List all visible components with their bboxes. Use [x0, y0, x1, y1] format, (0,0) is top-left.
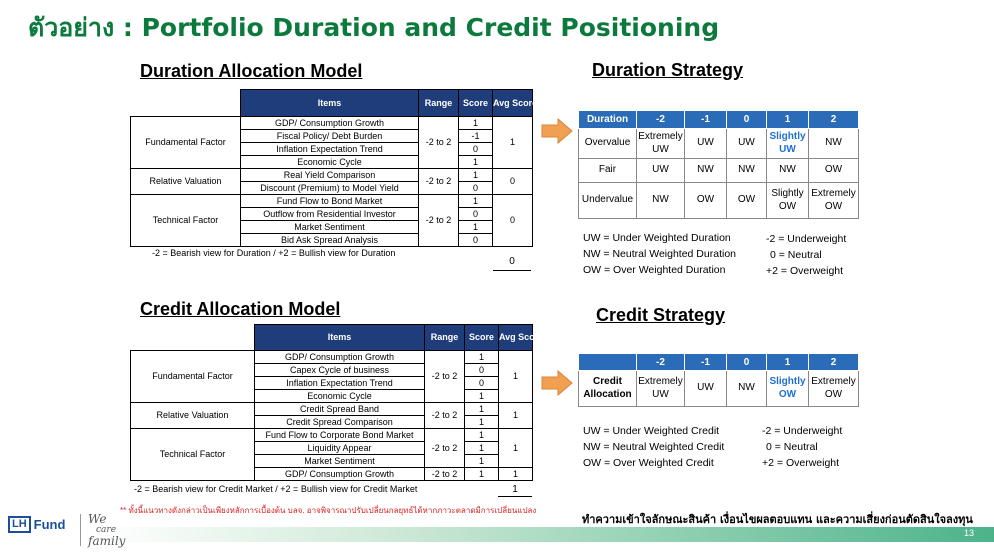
legend-line: +2 = Overweight	[766, 265, 844, 277]
legend-line: -2 = Underweight	[766, 233, 847, 245]
strategy-header: 1	[767, 354, 809, 371]
strategy-cell: UW	[685, 371, 727, 407]
legend-line: UW = Under Weighted Duration	[583, 232, 731, 244]
item-cell: Market Sentiment	[241, 221, 419, 234]
credit-legend-right	[762, 423, 842, 471]
item-cell: Outflow from Residential Investor	[241, 208, 419, 221]
credit-model-title: Credit Allocation Model	[140, 299, 341, 319]
strategy-cell: OW	[685, 183, 727, 219]
avg-cell: 1	[499, 429, 533, 468]
legend-line: NW = Neutral Weighted Credit	[583, 441, 725, 453]
strategy-cell: NW	[727, 159, 767, 183]
row-label: Fair	[579, 159, 637, 183]
item-cell: Credit Spread Comparison	[255, 416, 425, 429]
legend-line: 0 = Neutral	[770, 249, 822, 261]
arrow-right-icon	[541, 118, 573, 144]
score-cell: 0	[459, 182, 493, 195]
credit-strategy-table	[578, 353, 859, 407]
score-cell: 1	[465, 390, 499, 403]
score-cell: 1	[465, 468, 499, 481]
score-cell: 1	[465, 403, 499, 416]
strategy-cell: OW	[809, 159, 859, 183]
strategy-cell: OW	[727, 183, 767, 219]
score-cell: 1	[465, 351, 499, 364]
range-cell: -2 to 2	[419, 117, 459, 169]
avg-cell: 1	[493, 117, 533, 169]
legend-line: 0 = Neutral	[766, 441, 818, 453]
item-cell: Real Yield Comparison	[241, 169, 419, 182]
strategy-cell: Extremely OW	[809, 371, 859, 407]
credit-footnote: -2 = Bearish view for Credit Market / +2 = Bullish view for Credit Market	[134, 484, 418, 494]
strategy-header: 2	[809, 111, 859, 129]
tagline: ทำความเข้าใจลักษณะสินค้า เงื่อนไขผลตอบแทน และความเสี่ยงก่อนตัดสินใจลงทุน	[582, 513, 973, 526]
item-cell: Economic Cycle	[241, 156, 419, 169]
range-cell: -2 to 2	[425, 429, 465, 468]
item-cell: GDP/ Consumption Growth	[255, 351, 425, 364]
duration-strategy-title: Duration Strategy	[592, 60, 744, 80]
duration-footnote: -2 = Bearish view for Duration / +2 = Bullish view for Duration	[152, 248, 396, 258]
page-title: ตัวอย่าง : Portfolio Duration and Credit Positioning	[28, 13, 720, 42]
strategy-header: 0	[727, 111, 767, 129]
credit-strategy-title: Credit Strategy	[596, 305, 726, 325]
score-cell: 0	[465, 377, 499, 390]
strategy-header: 0	[727, 354, 767, 371]
footer-bar	[0, 527, 994, 542]
header-items: Items	[241, 90, 419, 117]
duration-legend-right	[766, 231, 846, 279]
item-cell: Inflation Expectation Trend	[241, 143, 419, 156]
score-cell: 0	[459, 234, 493, 247]
strategy-cell-highlight: Slightly OW	[767, 371, 809, 407]
item-cell: Market Sentiment	[255, 455, 425, 468]
strategy-cell: UW	[637, 159, 685, 183]
header-range: Range	[419, 90, 459, 117]
avg-cell: 0	[493, 169, 533, 195]
item-cell: GDP/ Consumption Growth	[255, 468, 425, 481]
strategy-header: 2	[809, 354, 859, 371]
strategy-cell: Slightly OW	[767, 183, 809, 219]
strategy-cell: NW	[727, 371, 767, 407]
header-avg-score: Avg Score	[499, 325, 533, 351]
item-cell: Inflation Expectation Trend	[255, 377, 425, 390]
we-care-family-logo: We care family	[88, 512, 126, 548]
category-cell: Relative Valuation	[131, 169, 241, 195]
strategy-header: -2	[637, 111, 685, 129]
lh-fund-logo	[8, 516, 65, 533]
credit-allocation-table	[130, 324, 544, 481]
score-cell: 1	[465, 455, 499, 468]
range-cell: -2 to 2	[425, 403, 465, 429]
strategy-header: -2	[637, 354, 685, 371]
item-cell: Fiscal Policy/ Debt Burden	[241, 130, 419, 143]
duration-allocation-table	[130, 89, 538, 247]
duration-strategy-table	[578, 110, 859, 219]
score-cell: 1	[459, 169, 493, 182]
strategy-cell: UW	[727, 129, 767, 159]
row-label: Credit Allocation	[579, 371, 637, 407]
score-cell: 1	[459, 195, 493, 208]
legend-line: +2 = Overweight	[762, 457, 840, 469]
avg-cell: 1	[499, 468, 533, 481]
score-cell: 0	[459, 208, 493, 221]
logo-divider	[80, 514, 81, 546]
item-cell: Bid Ask Spread Analysis	[241, 234, 419, 247]
header-avg-score: Avg Score	[493, 90, 533, 117]
category-cell: Relative Valuation	[131, 403, 255, 429]
header-range: Range	[425, 325, 465, 351]
page-number: 13	[963, 528, 974, 538]
score-cell: 1	[459, 117, 493, 130]
duration-total: 0	[493, 256, 531, 271]
credit-legend-left	[583, 423, 724, 471]
avg-cell: 1	[499, 351, 533, 403]
range-cell: -2 to 2	[419, 169, 459, 195]
avg-cell: 1	[499, 403, 533, 429]
strategy-cell: Extremely OW	[809, 183, 859, 219]
header-score: Score	[465, 325, 499, 351]
strategy-header: 1	[767, 111, 809, 129]
item-cell: Credit Spread Band	[255, 403, 425, 416]
score-cell: 1	[459, 156, 493, 169]
strategy-cell: NW	[809, 129, 859, 159]
item-cell: Fund Flow to Corporate Bond Market	[255, 429, 425, 442]
strategy-cell: NW	[767, 159, 809, 183]
category-cell: Fundamental Factor	[131, 351, 255, 403]
category-cell: Fundamental Factor	[131, 117, 241, 169]
range-cell: -2 to 2	[425, 468, 465, 481]
item-cell: Liquidity Appear	[255, 442, 425, 455]
strategy-header: -1	[685, 111, 727, 129]
range-cell: -2 to 2	[419, 195, 459, 247]
credit-total: 1	[498, 484, 532, 497]
strategy-cell-highlight: Slightly UW	[767, 129, 809, 159]
legend-line: OW = Over Weighted Credit	[583, 457, 714, 469]
category-cell: Technical Factor	[131, 195, 241, 247]
strategy-header: -1	[685, 354, 727, 371]
item-cell: GDP/ Consumption Growth	[241, 117, 419, 130]
item-cell: Capex Cycle of business	[255, 364, 425, 377]
header-score: Score	[459, 90, 493, 117]
row-label: Undervalue	[579, 183, 637, 219]
strategy-cell: NW	[685, 159, 727, 183]
duration-model-title: Duration Allocation Model	[140, 61, 363, 81]
disclaimer: ** ทั้งนี้แนวทางดังกล่าวเป็นเพียงหลักการเบื้องต้น บลจ. อาจพิจารณาปรับเปลี่ยนกลยุทธ์ได้หากภาวะตลาดมีการเปลี่ยนแปลง	[120, 506, 537, 515]
strategy-cell: Extremely UW	[637, 371, 685, 407]
row-label: Overvalue	[579, 129, 637, 159]
logo-text: Fund	[33, 517, 66, 532]
arrow-right-icon	[541, 370, 573, 396]
item-cell: Discount (Premium) to Model Yield	[241, 182, 419, 195]
legend-line: UW = Under Weighted Credit	[583, 425, 720, 437]
avg-cell: 0	[493, 195, 533, 247]
duration-legend-left	[583, 230, 736, 278]
legend-line: NW = Neutral Weighted Duration	[583, 248, 736, 260]
score-cell: 0	[465, 364, 499, 377]
item-cell: Fund Flow to Bond Market	[241, 195, 419, 208]
strategy-header: Duration	[579, 111, 637, 129]
item-cell: Economic Cycle	[255, 390, 425, 403]
range-cell: -2 to 2	[425, 351, 465, 403]
score-cell: 1	[465, 416, 499, 429]
score-cell: 1	[459, 221, 493, 234]
legend-line: -2 = Underweight	[762, 425, 843, 437]
header-items: Items	[255, 325, 425, 351]
score-cell: 1	[465, 442, 499, 455]
score-cell: -1	[459, 130, 493, 143]
score-cell: 1	[465, 429, 499, 442]
logo-box: LH	[8, 516, 31, 533]
strategy-cell: UW	[685, 129, 727, 159]
strategy-cell: Extremely UW	[637, 129, 685, 159]
score-cell: 0	[459, 143, 493, 156]
strategy-header	[579, 354, 637, 371]
category-cell: Technical Factor	[131, 429, 255, 481]
strategy-cell: NW	[637, 183, 685, 219]
legend-line: OW = Over Weighted Duration	[583, 264, 726, 276]
